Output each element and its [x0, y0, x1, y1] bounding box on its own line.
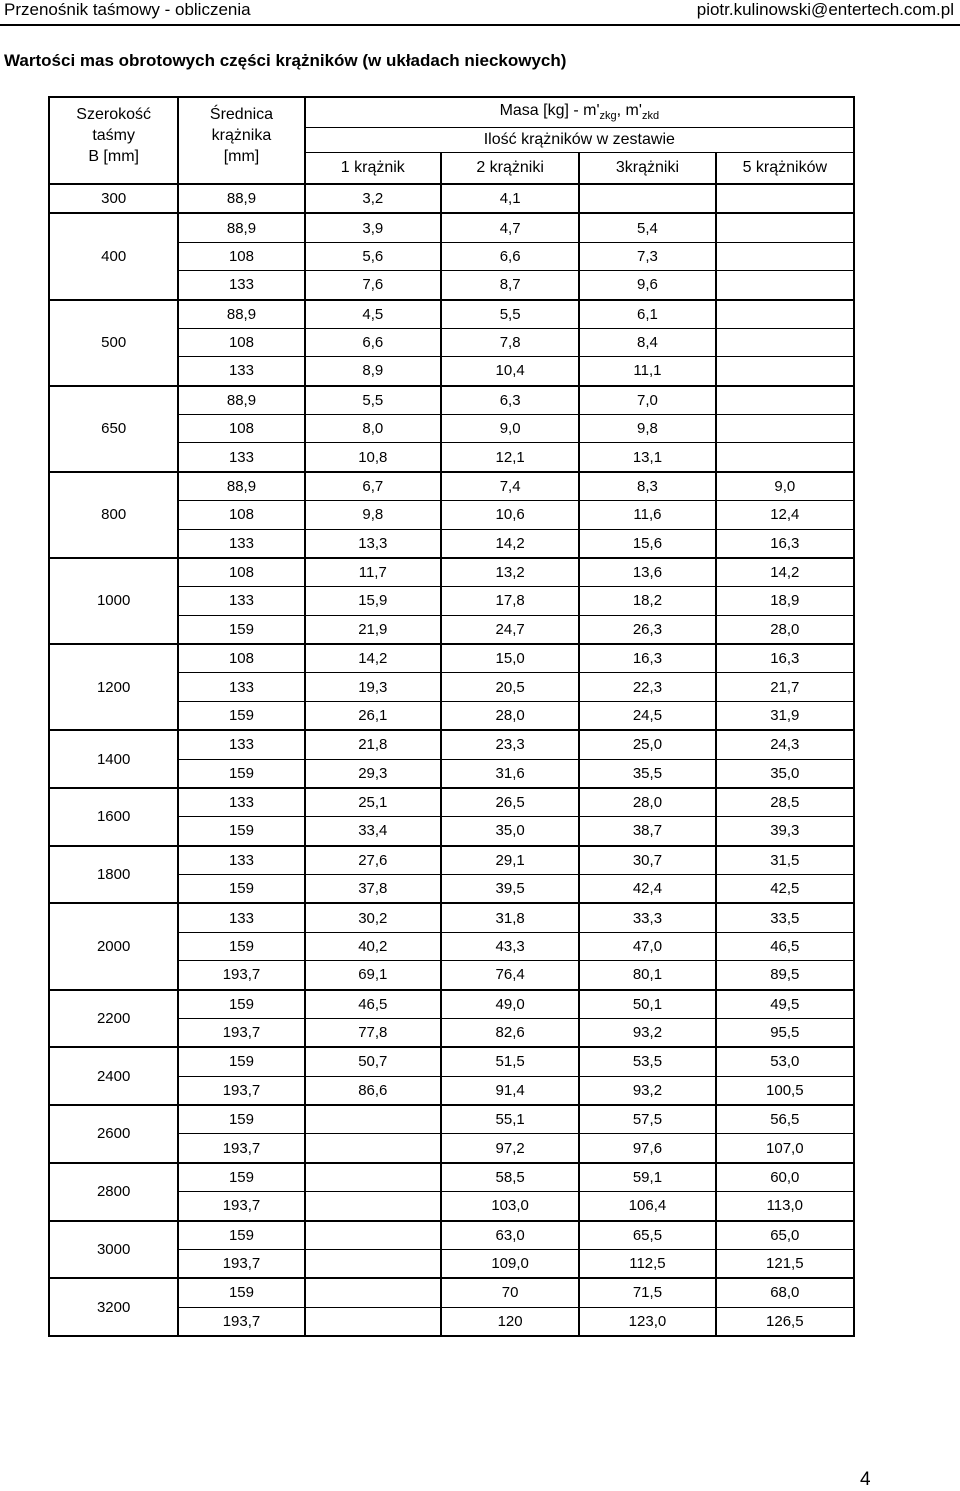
diameter-cell: 88,9: [178, 472, 304, 501]
mass-cell: 31,8: [441, 903, 579, 932]
mass-cell: [305, 1249, 441, 1278]
mass-cell: 18,2: [579, 587, 715, 615]
mass-cell: 8,9: [305, 357, 441, 386]
mass-cell: 6,1: [579, 300, 715, 329]
mass-cell: [305, 1278, 441, 1307]
table-row: [49, 1278, 854, 1307]
mass-cell: 16,3: [716, 644, 854, 673]
belt-width-cell: 1400: [49, 730, 178, 788]
mass-cell: 59,1: [579, 1163, 715, 1192]
mass-cell: 112,5: [579, 1249, 715, 1278]
table-row: [49, 213, 854, 242]
mass-cell: 21,7: [716, 673, 854, 701]
diameter-cell: 193,7: [178, 1076, 304, 1105]
mass-cell: 22,3: [579, 673, 715, 701]
header-idler-count: Ilość krążników w zestawie: [305, 128, 854, 153]
header-idler-diameter-line: [mm]: [223, 148, 260, 165]
diameter-cell: 193,7: [178, 1307, 304, 1336]
diameter-cell: 88,9: [178, 213, 304, 242]
header-divider: [0, 24, 960, 26]
header-sub-column: 2 krążniki: [441, 153, 579, 185]
mass-cell: 11,7: [305, 558, 441, 587]
table-row: [49, 644, 854, 673]
mass-cell: 12,1: [441, 443, 579, 472]
mass-cell: 9,0: [716, 472, 854, 501]
mass-cell: 4,1: [441, 184, 579, 213]
header-idler-diameter: [178, 97, 304, 184]
mass-cell: 30,7: [579, 846, 715, 875]
header-mass-separator: , m': [616, 102, 642, 120]
header-sub-column: 1 krążnik: [305, 153, 441, 185]
diameter-cell: 159: [178, 1047, 304, 1076]
mass-cell: 97,6: [579, 1134, 715, 1163]
header-idler-diameter-line: Średnica: [209, 106, 274, 123]
mass-cell: 86,6: [305, 1076, 441, 1105]
mass-cell: [305, 1105, 441, 1134]
mass-cell: 56,5: [716, 1105, 854, 1134]
table-row: [49, 788, 854, 817]
mass-cell: 68,0: [716, 1278, 854, 1307]
mass-cell: 24,5: [579, 701, 715, 730]
mass-cell: [716, 415, 854, 443]
table-body: [49, 184, 854, 1336]
table-row: [49, 386, 854, 415]
mass-cell: 95,5: [716, 1018, 854, 1047]
mass-cell: 37,8: [305, 875, 441, 904]
mass-cell: 25,0: [579, 730, 715, 759]
belt-width-cell: 2000: [49, 903, 178, 989]
mass-cell: 46,5: [716, 932, 854, 960]
mass-cell: [305, 1192, 441, 1221]
mass-cell: [716, 357, 854, 386]
diameter-cell: 159: [178, 1105, 304, 1134]
mass-cell: 23,3: [441, 730, 579, 759]
table-row: [49, 990, 854, 1019]
mass-cell: 106,4: [579, 1192, 715, 1221]
mass-cell: 7,3: [579, 242, 715, 270]
mass-cell: 4,5: [305, 300, 441, 329]
mass-cell: 10,4: [441, 357, 579, 386]
mass-cell: 13,2: [441, 558, 579, 587]
table-row: [49, 1163, 854, 1192]
header-mass: [305, 97, 854, 128]
mass-cell: 31,5: [716, 846, 854, 875]
mass-cell: 7,8: [441, 328, 579, 356]
mass-cell: 8,4: [579, 328, 715, 356]
belt-width-cell: 400: [49, 213, 178, 299]
mass-cell: 9,6: [579, 271, 715, 300]
mass-cell: 65,0: [716, 1221, 854, 1250]
mass-cell: [305, 1134, 441, 1163]
mass-cell: 49,0: [441, 990, 579, 1019]
belt-width-cell: 800: [49, 472, 178, 558]
mass-cell: [716, 386, 854, 415]
diameter-cell: 108: [178, 501, 304, 529]
header-belt-width-line: Szerokość: [76, 106, 151, 123]
header-belt-width-line: taśmy: [92, 127, 135, 144]
mass-cell: 26,5: [441, 788, 579, 817]
mass-cell: 71,5: [579, 1278, 715, 1307]
mass-cell: 58,5: [441, 1163, 579, 1192]
mass-cell: 42,5: [716, 875, 854, 904]
mass-cell: 53,0: [716, 1047, 854, 1076]
mass-cell: 113,0: [716, 1192, 854, 1221]
header-mass-label: Masa [kg] - m': [499, 102, 600, 120]
diameter-cell: 133: [178, 587, 304, 615]
mass-cell: 30,2: [305, 903, 441, 932]
mass-cell: [716, 443, 854, 472]
mass-cell: 121,5: [716, 1249, 854, 1278]
diameter-cell: 108: [178, 558, 304, 587]
mass-cell: 26,3: [579, 615, 715, 644]
header-belt-width-line: B [mm]: [88, 148, 139, 165]
mass-cell: [716, 271, 854, 300]
mass-cell: 6,3: [441, 386, 579, 415]
mass-cell: 126,5: [716, 1307, 854, 1336]
table-row: [49, 558, 854, 587]
table-row: [49, 730, 854, 759]
mass-cell: 97,2: [441, 1134, 579, 1163]
mass-cell: 50,7: [305, 1047, 441, 1076]
diameter-cell: 159: [178, 1221, 304, 1250]
mass-cell: 5,4: [579, 213, 715, 242]
belt-width-cell: 1600: [49, 788, 178, 846]
mass-cell: 6,6: [441, 242, 579, 270]
mass-cell: 4,7: [441, 213, 579, 242]
diameter-cell: 159: [178, 932, 304, 960]
diameter-cell: 133: [178, 271, 304, 300]
header-idler-diameter-line: krążnika: [211, 127, 272, 144]
mass-cell: 33,4: [305, 817, 441, 846]
table-row: [49, 846, 854, 875]
diameter-cell: 159: [178, 990, 304, 1019]
mass-cell: 70: [441, 1278, 579, 1307]
mass-cell: 15,0: [441, 644, 579, 673]
mass-cell: 17,8: [441, 587, 579, 615]
mass-cell: 21,9: [305, 615, 441, 644]
mass-cell: 31,9: [716, 701, 854, 730]
mass-cell: 3,2: [305, 184, 441, 213]
belt-width-cell: 3000: [49, 1221, 178, 1279]
diameter-cell: 133: [178, 357, 304, 386]
mass-cell: 40,2: [305, 932, 441, 960]
mass-cell: 28,0: [441, 701, 579, 730]
mass-cell: 16,3: [716, 529, 854, 558]
mass-cell: [716, 300, 854, 329]
mass-cell: 14,2: [441, 529, 579, 558]
mass-cell: [716, 328, 854, 356]
header-mass-subscript-zkg: zkg: [599, 110, 617, 123]
mass-cell: 20,5: [441, 673, 579, 701]
belt-width-cell: 2400: [49, 1047, 178, 1105]
belt-width-cell: 650: [49, 386, 178, 472]
mass-cell: 65,5: [579, 1221, 715, 1250]
mass-cell: 15,6: [579, 529, 715, 558]
document-header-title: Przenośnik taśmowy - obliczenia: [4, 0, 251, 19]
mass-cell: 9,8: [305, 501, 441, 529]
mass-cell: 39,3: [716, 817, 854, 846]
mass-cell: 47,0: [579, 932, 715, 960]
mass-cell: 12,4: [716, 501, 854, 529]
diameter-cell: 159: [178, 875, 304, 904]
diameter-cell: 88,9: [178, 386, 304, 415]
belt-width-cell: 300: [49, 184, 178, 213]
mass-cell: 8,3: [579, 472, 715, 501]
diameter-cell: 133: [178, 529, 304, 558]
mass-cell: 28,5: [716, 788, 854, 817]
mass-cell: 33,3: [579, 903, 715, 932]
mass-cell: 11,1: [579, 357, 715, 386]
mass-cell: 33,5: [716, 903, 854, 932]
mass-cell: 51,5: [441, 1047, 579, 1076]
mass-cell: 91,4: [441, 1076, 579, 1105]
mass-cell: 89,5: [716, 961, 854, 990]
diameter-cell: 133: [178, 443, 304, 472]
mass-cell: 13,6: [579, 558, 715, 587]
mass-cell: 55,1: [441, 1105, 579, 1134]
mass-cell: 3,9: [305, 213, 441, 242]
mass-cell: 38,7: [579, 817, 715, 846]
header-mass-subscript-zkd: zkd: [641, 110, 660, 123]
mass-cell: 100,5: [716, 1076, 854, 1105]
header-sub-column: 5 krążników: [716, 153, 854, 185]
diameter-cell: 88,9: [178, 184, 304, 213]
mass-cell: 10,8: [305, 443, 441, 472]
mass-cell: 15,9: [305, 587, 441, 615]
mass-cell: 13,1: [579, 443, 715, 472]
mass-cell: 9,0: [441, 415, 579, 443]
mass-cell: 49,5: [716, 990, 854, 1019]
table-row: [49, 1221, 854, 1250]
mass-cell: 6,7: [305, 472, 441, 501]
table-row: [49, 903, 854, 932]
diameter-cell: 133: [178, 903, 304, 932]
mass-cell: 13,3: [305, 529, 441, 558]
mass-cell: 42,4: [579, 875, 715, 904]
mass-cell: 77,8: [305, 1018, 441, 1047]
mass-cell: 18,9: [716, 587, 854, 615]
mass-cell: 14,2: [716, 558, 854, 587]
mass-cell: 50,1: [579, 990, 715, 1019]
mass-cell: 6,6: [305, 328, 441, 356]
mass-cell: 24,7: [441, 615, 579, 644]
mass-cell: 39,5: [441, 875, 579, 904]
diameter-cell: 133: [178, 673, 304, 701]
table-row: [49, 1047, 854, 1076]
mass-cell: 27,6: [305, 846, 441, 875]
mass-cell: [716, 184, 854, 213]
belt-width-cell: 1200: [49, 644, 178, 730]
mass-cell: 31,6: [441, 759, 579, 788]
mass-cell: [305, 1307, 441, 1336]
diameter-cell: 193,7: [178, 1249, 304, 1278]
mass-cell: 69,1: [305, 961, 441, 990]
diameter-cell: 193,7: [178, 961, 304, 990]
mass-cell: 107,0: [716, 1134, 854, 1163]
mass-cell: 10,6: [441, 501, 579, 529]
mass-cell: 28,0: [579, 788, 715, 817]
mass-cell: 9,8: [579, 415, 715, 443]
mass-cell: 5,5: [305, 386, 441, 415]
mass-cell: 93,2: [579, 1076, 715, 1105]
diameter-cell: 108: [178, 328, 304, 356]
belt-width-cell: 1000: [49, 558, 178, 644]
mass-cell: 5,5: [441, 300, 579, 329]
mass-cell: 57,5: [579, 1105, 715, 1134]
diameter-cell: 193,7: [178, 1192, 304, 1221]
mass-cell: 29,3: [305, 759, 441, 788]
mass-cell: 11,6: [579, 501, 715, 529]
mass-cell: 14,2: [305, 644, 441, 673]
mass-cell: 8,7: [441, 271, 579, 300]
mass-cell: 29,1: [441, 846, 579, 875]
mass-cell: 80,1: [579, 961, 715, 990]
mass-cell: 7,6: [305, 271, 441, 300]
mass-cell: 76,4: [441, 961, 579, 990]
diameter-cell: 133: [178, 730, 304, 759]
mass-cell: 24,3: [716, 730, 854, 759]
belt-width-cell: 3200: [49, 1278, 178, 1336]
diameter-cell: 133: [178, 788, 304, 817]
mass-cell: 7,4: [441, 472, 579, 501]
mass-cell: 7,0: [579, 386, 715, 415]
diameter-cell: 159: [178, 759, 304, 788]
mass-cell: 53,5: [579, 1047, 715, 1076]
mass-cell: [716, 242, 854, 270]
belt-width-cell: 500: [49, 300, 178, 386]
diameter-cell: 108: [178, 644, 304, 673]
diameter-cell: 108: [178, 415, 304, 443]
diameter-cell: 193,7: [178, 1134, 304, 1163]
mass-cell: 35,5: [579, 759, 715, 788]
header-sub-column: 3krążniki: [579, 153, 715, 185]
mass-cell: 25,1: [305, 788, 441, 817]
section-title: Wartości mas obrotowych części krążników (w układach nieckowych): [4, 51, 567, 70]
mass-cell: 5,6: [305, 242, 441, 270]
mass-cell: 93,2: [579, 1018, 715, 1047]
belt-width-cell: 1800: [49, 846, 178, 904]
diameter-cell: 159: [178, 701, 304, 730]
diameter-cell: 159: [178, 615, 304, 644]
mass-cell: 21,8: [305, 730, 441, 759]
diameter-cell: 108: [178, 242, 304, 270]
mass-cell: [579, 184, 715, 213]
idler-mass-table: [48, 96, 855, 1337]
diameter-cell: 88,9: [178, 300, 304, 329]
mass-cell: [716, 213, 854, 242]
table-row: [49, 300, 854, 329]
diameter-cell: 133: [178, 846, 304, 875]
mass-cell: 43,3: [441, 932, 579, 960]
mass-cell: 26,1: [305, 701, 441, 730]
mass-cell: [305, 1163, 441, 1192]
diameter-cell: 159: [178, 817, 304, 846]
table-row: [49, 1105, 854, 1134]
diameter-cell: 193,7: [178, 1018, 304, 1047]
mass-cell: 123,0: [579, 1307, 715, 1336]
mass-cell: 103,0: [441, 1192, 579, 1221]
mass-cell: 60,0: [716, 1163, 854, 1192]
mass-cell: 82,6: [441, 1018, 579, 1047]
mass-cell: 46,5: [305, 990, 441, 1019]
page-number: 4: [860, 1469, 871, 1490]
mass-cell: 109,0: [441, 1249, 579, 1278]
document-header-email: piotr.kulinowski@entertech.com.pl: [696, 0, 954, 19]
mass-cell: 35,0: [716, 759, 854, 788]
belt-width-cell: 2600: [49, 1105, 178, 1163]
mass-cell: 16,3: [579, 644, 715, 673]
table-row: [49, 184, 854, 213]
table-row: [49, 472, 854, 501]
diameter-cell: 159: [178, 1278, 304, 1307]
mass-cell: 120: [441, 1307, 579, 1336]
diameter-cell: 159: [178, 1163, 304, 1192]
mass-cell: [305, 1221, 441, 1250]
belt-width-cell: 2800: [49, 1163, 178, 1221]
header-belt-width: [49, 97, 178, 184]
mass-cell: 8,0: [305, 415, 441, 443]
mass-cell: 28,0: [716, 615, 854, 644]
mass-cell: 35,0: [441, 817, 579, 846]
belt-width-cell: 2200: [49, 990, 178, 1048]
mass-cell: 19,3: [305, 673, 441, 701]
mass-cell: 63,0: [441, 1221, 579, 1250]
